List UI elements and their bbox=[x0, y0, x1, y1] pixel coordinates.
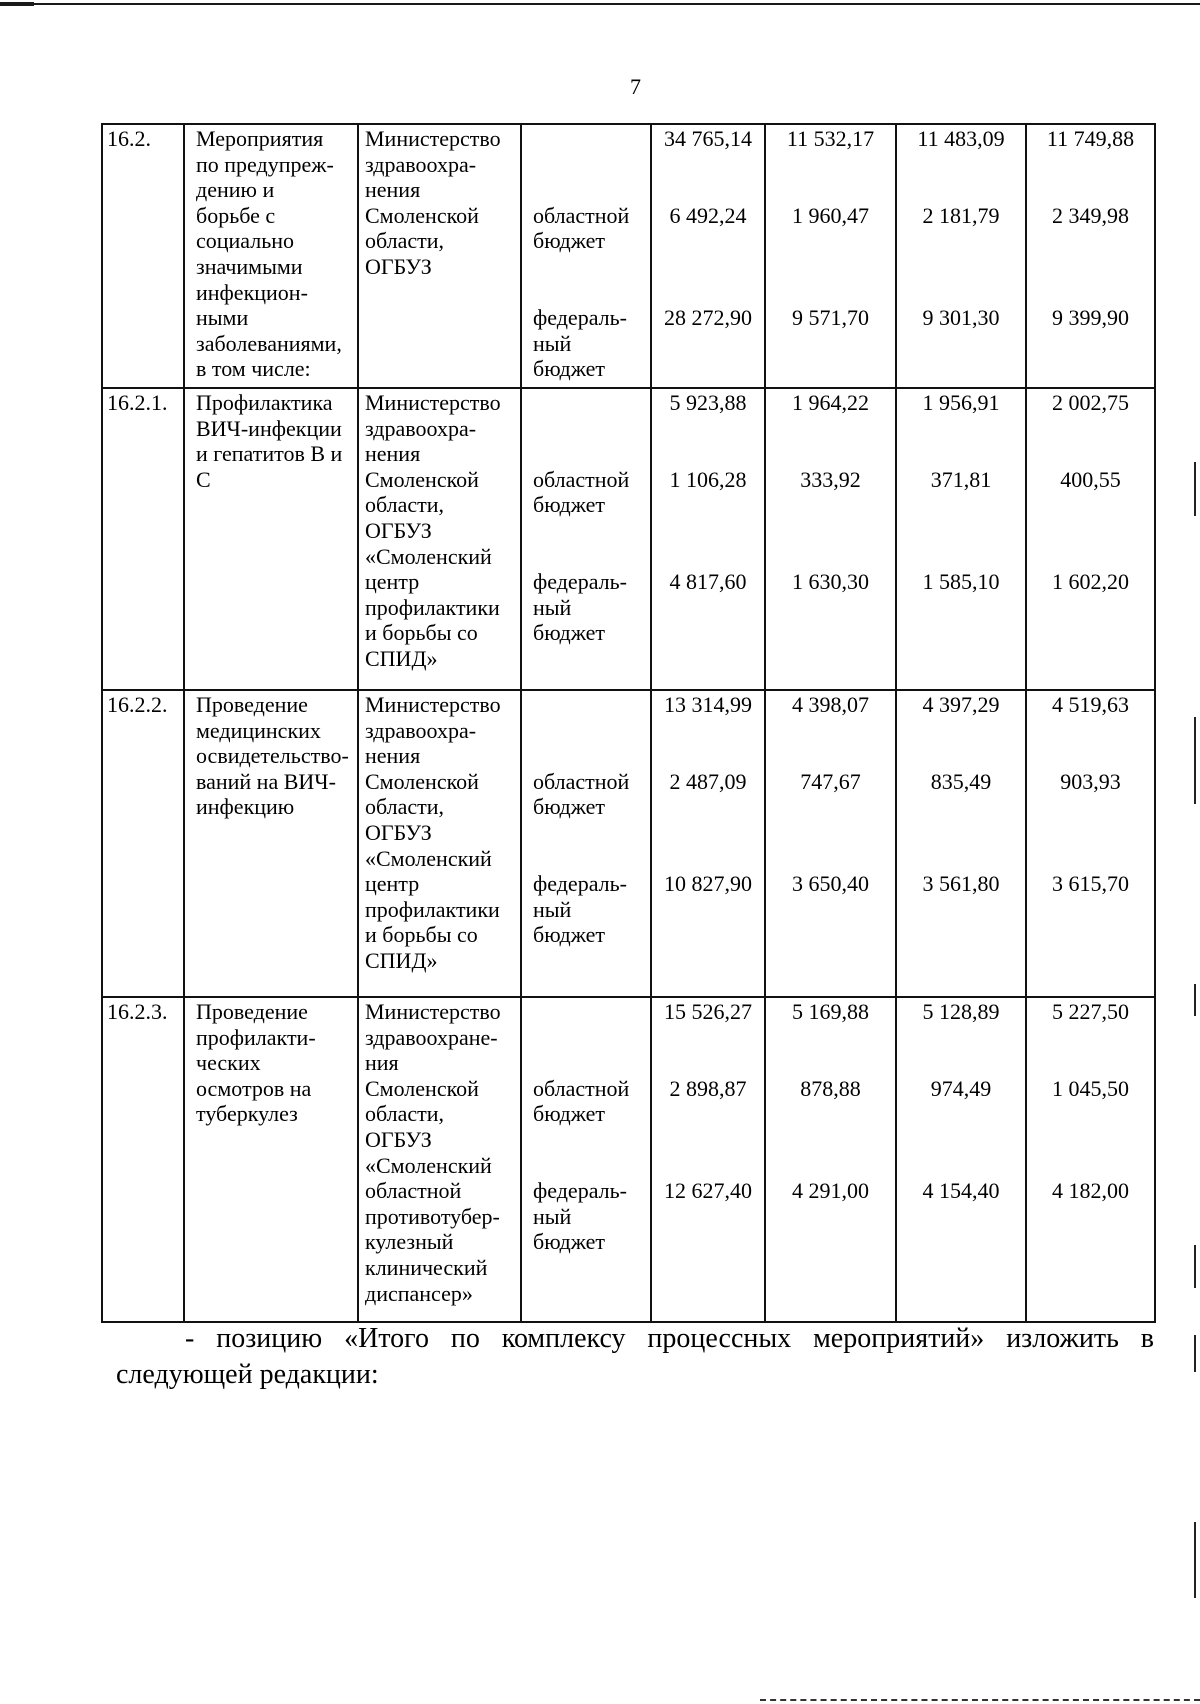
item-number-cell bbox=[102, 997, 184, 1322]
total-value: 15 526,27 bbox=[664, 999, 752, 1024]
source-federal-budget: федераль- ный бюджет bbox=[533, 1178, 627, 1255]
total-value: 11 532,17 bbox=[786, 126, 875, 151]
amount-cell bbox=[896, 690, 1026, 997]
federal-value: 10 827,90 bbox=[664, 871, 752, 897]
amount-cell bbox=[651, 690, 765, 997]
amount-cell bbox=[765, 388, 896, 690]
federal-value: 3 615,70 bbox=[1052, 871, 1129, 897]
item-name-cell bbox=[184, 388, 358, 690]
total-value: 34 765,14 bbox=[664, 126, 752, 151]
total-value: 5 128,89 bbox=[922, 999, 1000, 1024]
amount-cell bbox=[896, 997, 1026, 1322]
federal-value: 28 272,90 bbox=[664, 305, 752, 331]
total-value: 11 483,09 bbox=[917, 126, 1005, 151]
regional-value: 2 898,87 bbox=[669, 1075, 747, 1101]
regional-value: 371,81 bbox=[930, 466, 992, 492]
source-federal-budget: федераль- ный бюджет bbox=[533, 569, 627, 646]
item-number: 16.2.2. bbox=[107, 692, 168, 717]
federal-value: 3 561,80 bbox=[922, 871, 1000, 897]
funding-source-cell bbox=[521, 997, 651, 1322]
amount-cell bbox=[651, 124, 765, 388]
item-name-cell bbox=[184, 690, 358, 997]
regional-value: 2 349,98 bbox=[1052, 202, 1129, 228]
regional-value: 400,55 bbox=[1060, 466, 1121, 492]
amount-cell bbox=[896, 388, 1026, 690]
amount-cell bbox=[896, 124, 1026, 388]
amount-cell bbox=[1026, 124, 1155, 388]
scan-artifact-mark bbox=[1194, 1335, 1196, 1372]
item-name: Мероприятия по предупреж- дению и борьбе с социально значимыми инфекцион- ными заболеваниями, в том числе: bbox=[196, 126, 342, 382]
responsible-cell bbox=[358, 388, 521, 690]
amount-cell bbox=[1026, 388, 1155, 690]
regional-value: 1 960,47 bbox=[792, 202, 869, 228]
item-number: 16.2.1. bbox=[107, 390, 168, 415]
total-value: 4 398,07 bbox=[792, 692, 869, 717]
federal-value: 1 630,30 bbox=[792, 569, 869, 595]
regional-value: 333,92 bbox=[800, 466, 861, 492]
item-number: 16.2. bbox=[107, 126, 151, 151]
total-value: 1 964,22 bbox=[792, 390, 869, 415]
responsible-executor: Министерство здравоохра- нения Смоленской области, ОГБУЗ «Смоленский центр профилактики и борьбы со СПИД» bbox=[365, 692, 501, 973]
responsible-executor: Министерство здравоохра- нения Смоленской области, ОГБУЗ bbox=[365, 126, 501, 279]
total-value: 11 749,88 bbox=[1046, 126, 1135, 151]
scan-bottom-line bbox=[760, 1699, 1200, 1701]
scan-artifact-mark bbox=[1194, 717, 1196, 804]
source-regional-budget: областной бюджет bbox=[533, 768, 630, 820]
federal-value: 4 154,40 bbox=[922, 1178, 1000, 1204]
federal-value: 1 585,10 bbox=[922, 569, 1000, 595]
total-value: 4 519,63 bbox=[1052, 692, 1129, 717]
program-measures-table bbox=[101, 123, 1156, 1323]
federal-value: 9 571,70 bbox=[792, 305, 869, 331]
regional-value: 1 045,50 bbox=[1052, 1075, 1129, 1101]
item-name-cell bbox=[184, 997, 358, 1322]
source-federal-budget: федераль- ный бюджет bbox=[533, 305, 627, 382]
table-row bbox=[102, 997, 1155, 1322]
table-row bbox=[102, 690, 1155, 997]
item-number-cell bbox=[102, 388, 184, 690]
amount-cell bbox=[765, 997, 896, 1322]
federal-value: 4 817,60 bbox=[669, 569, 747, 595]
source-regional-budget: областной бюджет bbox=[533, 1075, 630, 1127]
scan-edge-line bbox=[0, 3, 1200, 5]
regional-value: 878,88 bbox=[800, 1075, 861, 1101]
funding-source-cell bbox=[521, 388, 651, 690]
total-value: 4 397,29 bbox=[922, 692, 1000, 717]
amount-cell bbox=[651, 997, 765, 1322]
regional-value: 2 181,79 bbox=[922, 202, 1000, 228]
regional-value: 6 492,24 bbox=[669, 202, 747, 228]
amount-cell bbox=[765, 124, 896, 388]
funding-source-cell bbox=[521, 690, 651, 997]
total-value: 13 314,99 bbox=[664, 692, 752, 717]
responsible-cell bbox=[358, 690, 521, 997]
total-value: 1 956,91 bbox=[922, 390, 1000, 415]
total-value: 5 923,88 bbox=[669, 390, 747, 415]
federal-value: 3 650,40 bbox=[792, 871, 869, 897]
amount-cell bbox=[651, 388, 765, 690]
table-row bbox=[102, 124, 1155, 388]
amount-cell bbox=[765, 690, 896, 997]
instruction-text-line-2: следующей редакции: bbox=[116, 1359, 379, 1390]
source-regional-budget: областной бюджет bbox=[533, 202, 630, 254]
scan-artifact-mark bbox=[1194, 1522, 1196, 1598]
source-federal-budget: федераль- ный бюджет bbox=[533, 871, 627, 948]
item-number-cell bbox=[102, 690, 184, 997]
item-name-cell bbox=[184, 124, 358, 388]
funding-source-cell bbox=[521, 124, 651, 388]
page-number: 7 bbox=[630, 74, 641, 99]
item-name: Профилактика ВИЧ-инфекции и гепатитов В и С bbox=[196, 390, 343, 492]
responsible-cell bbox=[358, 997, 521, 1322]
federal-value: 4 291,00 bbox=[792, 1178, 869, 1204]
amount-cell bbox=[1026, 690, 1155, 997]
responsible-executor: Министерство здравоохране- ния Смоленской области, ОГБУЗ «Смоленский областной противотубер- кулезный клинический диспансер» bbox=[365, 999, 501, 1306]
table-row bbox=[102, 388, 1155, 690]
item-number: 16.2.3. bbox=[107, 999, 168, 1024]
federal-value: 9 301,30 bbox=[922, 305, 1000, 331]
total-value: 5 169,88 bbox=[792, 999, 869, 1024]
scan-artifact-mark bbox=[1194, 462, 1196, 516]
scan-artifact-mark bbox=[1194, 984, 1196, 1016]
amount-cell bbox=[1026, 997, 1155, 1322]
regional-value: 974,49 bbox=[930, 1075, 992, 1101]
regional-value: 903,93 bbox=[1060, 768, 1121, 794]
total-value: 2 002,75 bbox=[1052, 390, 1129, 415]
federal-value: 12 627,40 bbox=[664, 1178, 752, 1204]
regional-value: 747,67 bbox=[800, 768, 861, 794]
federal-value: 1 602,20 bbox=[1052, 569, 1129, 595]
regional-value: 1 106,28 bbox=[669, 466, 747, 492]
item-name: Проведение медицинских освидетельство- ваний на ВИЧ- инфекцию bbox=[196, 692, 349, 820]
item-number-cell bbox=[102, 124, 184, 388]
instruction-text-line-1: - позицию «Итого по комплексу процессных мероприятий» изложить в bbox=[185, 1323, 1154, 1354]
responsible-executor: Министерство здравоохра- нения Смоленской области, ОГБУЗ «Смоленский центр профилактики и борьбы со СПИД» bbox=[365, 390, 501, 671]
federal-value: 4 182,00 bbox=[1052, 1178, 1129, 1204]
scan-artifact-mark bbox=[1194, 1245, 1196, 1288]
item-name: Проведение профилакти- ческих осмотров на туберкулез bbox=[196, 999, 316, 1127]
responsible-cell bbox=[358, 124, 521, 388]
scan-edge-mark bbox=[0, 2, 34, 6]
regional-value: 835,49 bbox=[930, 768, 992, 794]
federal-value: 9 399,90 bbox=[1052, 305, 1129, 331]
regional-value: 2 487,09 bbox=[669, 768, 747, 794]
total-value: 5 227,50 bbox=[1052, 999, 1129, 1024]
source-regional-budget: областной бюджет bbox=[533, 466, 630, 518]
